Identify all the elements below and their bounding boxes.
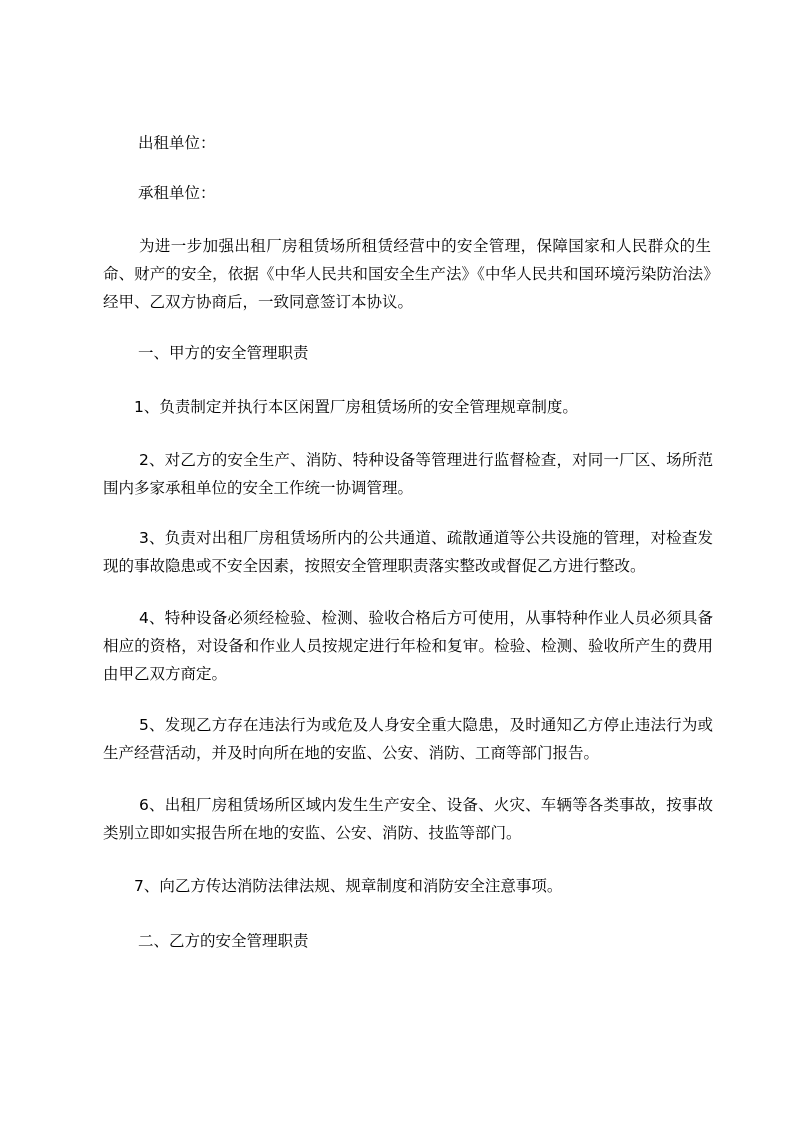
section-a-item: 3、负责对出租厂房租赁场所内的公共通道、疏散通道等公共设施的管理，对检查发现的事故隐患或不安全因素，按照安全管理职责落实整改或督促乙方进行整改。 <box>103 529 713 575</box>
section-a-item: 4、特种设备必须经检验、检测、验收合格后方可使用，从事特种作业人员必须具备相应的资格，对设备和作业人员按规定进行年检和复审。检验、检测、验收所产生的费用由甲乙双方商定。 <box>103 609 713 683</box>
section-a-item: 6、出租厂房租赁场所区域内发生生产安全、设备、火灾、车辆等各类事故，按事故类别立即如实报告所在地的安监、公安、消防、技监等部门。 <box>103 796 713 842</box>
section-a-title: 一、甲方的安全管理职责 <box>138 344 309 362</box>
section-a-item: 5、发现乙方存在违法行为或危及人身安全重大隐患，及时通知乙方停止违法行为或生产经营活动，并及时向所在地的安监、公安、消防、工商等部门报告。 <box>103 716 713 762</box>
lessor-label: 出租单位： <box>138 134 216 152</box>
section-b-title: 二、乙方的安全管理职责 <box>138 932 309 950</box>
lessee-label: 承租单位： <box>138 184 216 202</box>
section-a-item: 1、负责制定并执行本区闲置厂房租赁场所的安全管理规章制度。 <box>134 398 578 416</box>
section-a-item: 7、向乙方传达消防法律法规、规章制度和消防安全注意事项。 <box>134 877 563 895</box>
intro-paragraph: 为进一步加强出租厂房租赁场所租赁经营中的安全管理，保障国家和人民群众的生命、财产的安全，依据《中华人民共和国安全生产法》《中华人民共和国环境污染防治法》经甲、乙双方协商后，一致同意签订本协议。 <box>103 237 711 311</box>
section-a-item: 2、对乙方的安全生产、消防、特种设备等管理进行监督检查，对同一厂区、场所范围内多家承租单位的安全工作统一协调管理。 <box>103 451 713 497</box>
